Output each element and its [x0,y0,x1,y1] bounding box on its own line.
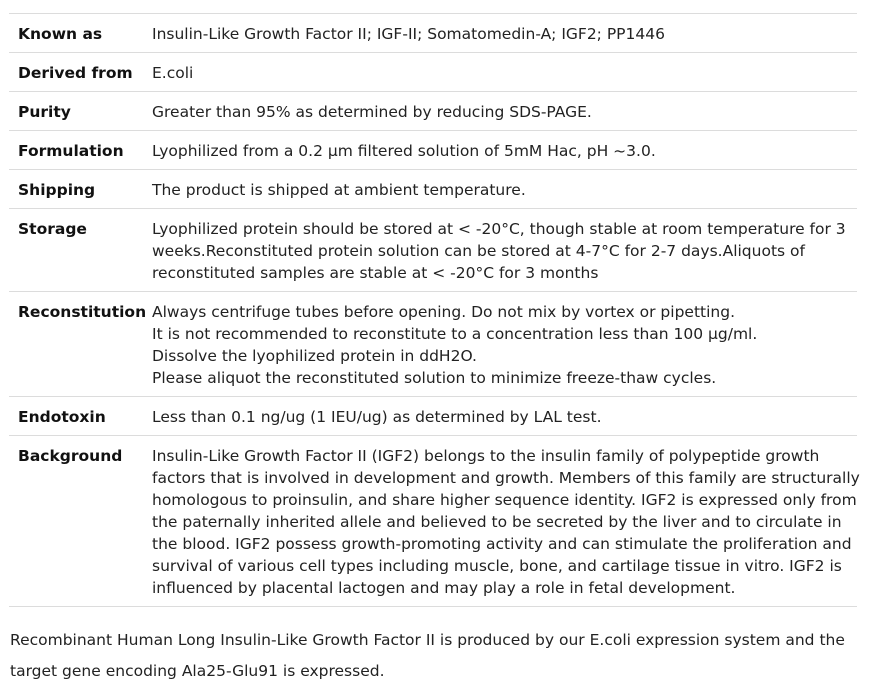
spec-value-line: weeks.Reconstituted protein solution can be stored at 4-7°C for 2-7 days.Aliquots of [152,242,805,260]
spec-value-line: The product is shipped at ambient temperature. [152,181,526,199]
spec-value-line: factors that is involved in development and growth. Members of this family are structurally [152,469,860,487]
product-description [10,625,860,687]
spec-value [152,209,857,292]
spec-value [152,292,857,397]
spec-value-line: Dissolve the lyophilized protein in ddH2O. [152,347,477,365]
spec-row-purity [9,92,857,131]
spec-value-line: Always centrifuge tubes before opening. Do not mix by vortex or pipetting. [152,303,735,321]
spec-row-storage [9,209,857,292]
spec-value-line: survival of various cell types including muscle, bone, and cartilage tissue in vitro. IGF2 is [152,557,842,575]
spec-row-reconstitution [9,292,857,397]
spec-value [152,53,857,92]
spec-label: Shipping [9,170,152,209]
spec-value [152,131,857,170]
spec-label: Derived from [9,53,152,92]
spec-label: Background [9,436,152,607]
product-spec-table [9,13,860,607]
spec-value [152,170,857,209]
spec-value-line: Please aliquot the reconstituted solution to minimize freeze-thaw cycles. [152,369,717,387]
spec-label: Reconstitution [9,292,152,397]
description-line: target gene encoding Ala25-Glu91 is expressed. [10,662,385,680]
spec-value [152,14,857,53]
spec-value-line: Lyophilized protein should be stored at < -20°C, though stable at room temperature for 3 [152,220,846,238]
spec-value-line: Greater than 95% as determined by reducing SDS-PAGE. [152,103,592,121]
spec-value-line: Less than 0.1 ng/ug (1 IEU/ug) as determined by LAL test. [152,408,602,426]
spec-value [152,92,857,131]
spec-row-formulation [9,131,857,170]
spec-value-line: E.coli [152,64,194,82]
spec-value-line: It is not recommended to reconstitute to a concentration less than 100 μg/ml. [152,325,758,343]
spec-value-line: the paternally inherited allele and believed to be secreted by the liver and to circulate in [152,513,842,531]
spec-value-line: Insulin-Like Growth Factor II (IGF2) belongs to the insulin family of polypeptide growth [152,447,820,465]
spec-value-line: Insulin-Like Growth Factor II; IGF-II; Somatomedin-A; IGF2; PP1446 [152,25,665,43]
spec-value-line: the blood. IGF2 possess growth-promoting activity and can stimulate the proliferation and [152,535,852,553]
spec-row-shipping [9,170,857,209]
spec-value-line: reconstituted samples are stable at < -20°C for 3 months [152,264,599,282]
spec-value [152,436,860,607]
spec-label: Formulation [9,131,152,170]
description-line: Recombinant Human Long Insulin-Like Growth Factor II is produced by our E.coli expression system and the [10,631,845,649]
spec-value-line: Lyophilized from a 0.2 μm filtered solution of 5mM Hac, pH ~3.0. [152,142,656,160]
spec-value [152,397,857,436]
spec-row-derived-from [9,53,857,92]
spec-label: Storage [9,209,152,292]
spec-table-body [9,14,860,607]
spec-row-endotoxin [9,397,857,436]
spec-label: Known as [9,14,152,53]
spec-row-known-as [9,14,857,53]
spec-value-line: homologous to proinsulin, and share higher sequence identity. IGF2 is expressed only from [152,491,857,509]
spec-label: Endotoxin [9,397,152,436]
spec-label: Purity [9,92,152,131]
spec-value-line: influenced by placental lactogen and may play a role in fetal development. [152,579,736,597]
spec-row-background [9,436,857,607]
